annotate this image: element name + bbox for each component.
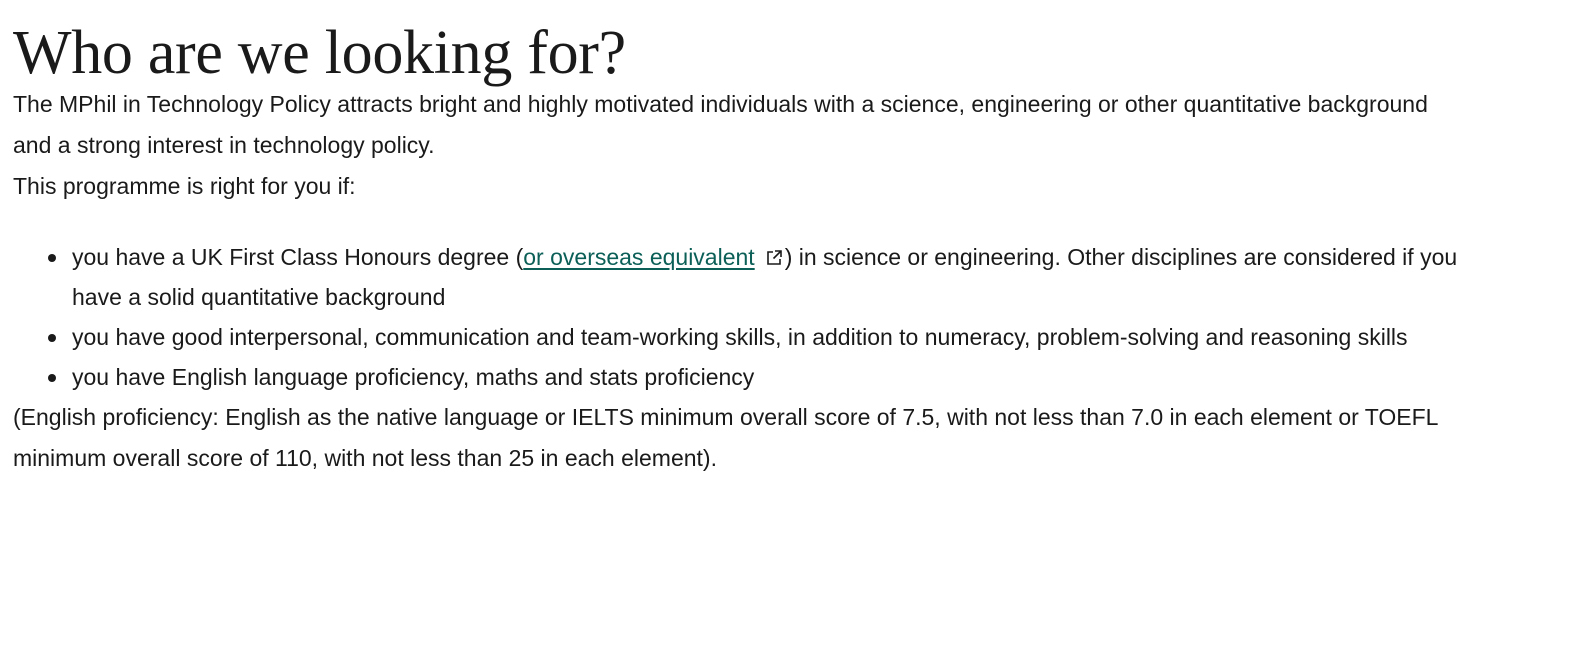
list-item	[13, 317, 1512, 357]
requirement-text-end: ) in science or engineering. Other disciplines are considered if you have a solid quantitative background	[72, 244, 1458, 310]
requirement-text-start: you have a UK First Class Honours degree (	[72, 244, 524, 270]
bullet-icon	[48, 374, 56, 382]
english-proficiency-paragraph: (English proficiency: English as the native language or IELTS minimum overall score of 7.5, with not less than 7.0 in each element or TOEFL minimum overall score of 110, with not less than 25 in each element).	[13, 404, 1438, 471]
main-content	[13, 0, 1553, 479]
bullet-icon	[48, 254, 56, 262]
requirement-text: you have good interpersonal, communication and team-working skills, in addition to numeracy, problem-solving and reasoning skills	[72, 324, 1408, 350]
intro-paragraph: The MPhil in Technology Policy attracts bright and highly motivated individuals with a science, engineering or other quantitative background and a strong interest in technology policy.	[13, 91, 1428, 158]
requirement-text: you have English language proficiency, maths and stats proficiency	[72, 364, 755, 390]
programme-fit-paragraph: This programme is right for you if:	[13, 173, 356, 199]
overseas-equivalent-link[interactable]: or overseas equivalent	[523, 244, 755, 270]
page-title: Who are we looking for?	[13, 19, 626, 87]
bullet-icon	[48, 334, 56, 342]
external-link-icon[interactable]	[765, 249, 783, 267]
requirements-list	[13, 237, 1553, 397]
list-item	[13, 357, 1553, 397]
list-item	[13, 237, 1502, 317]
